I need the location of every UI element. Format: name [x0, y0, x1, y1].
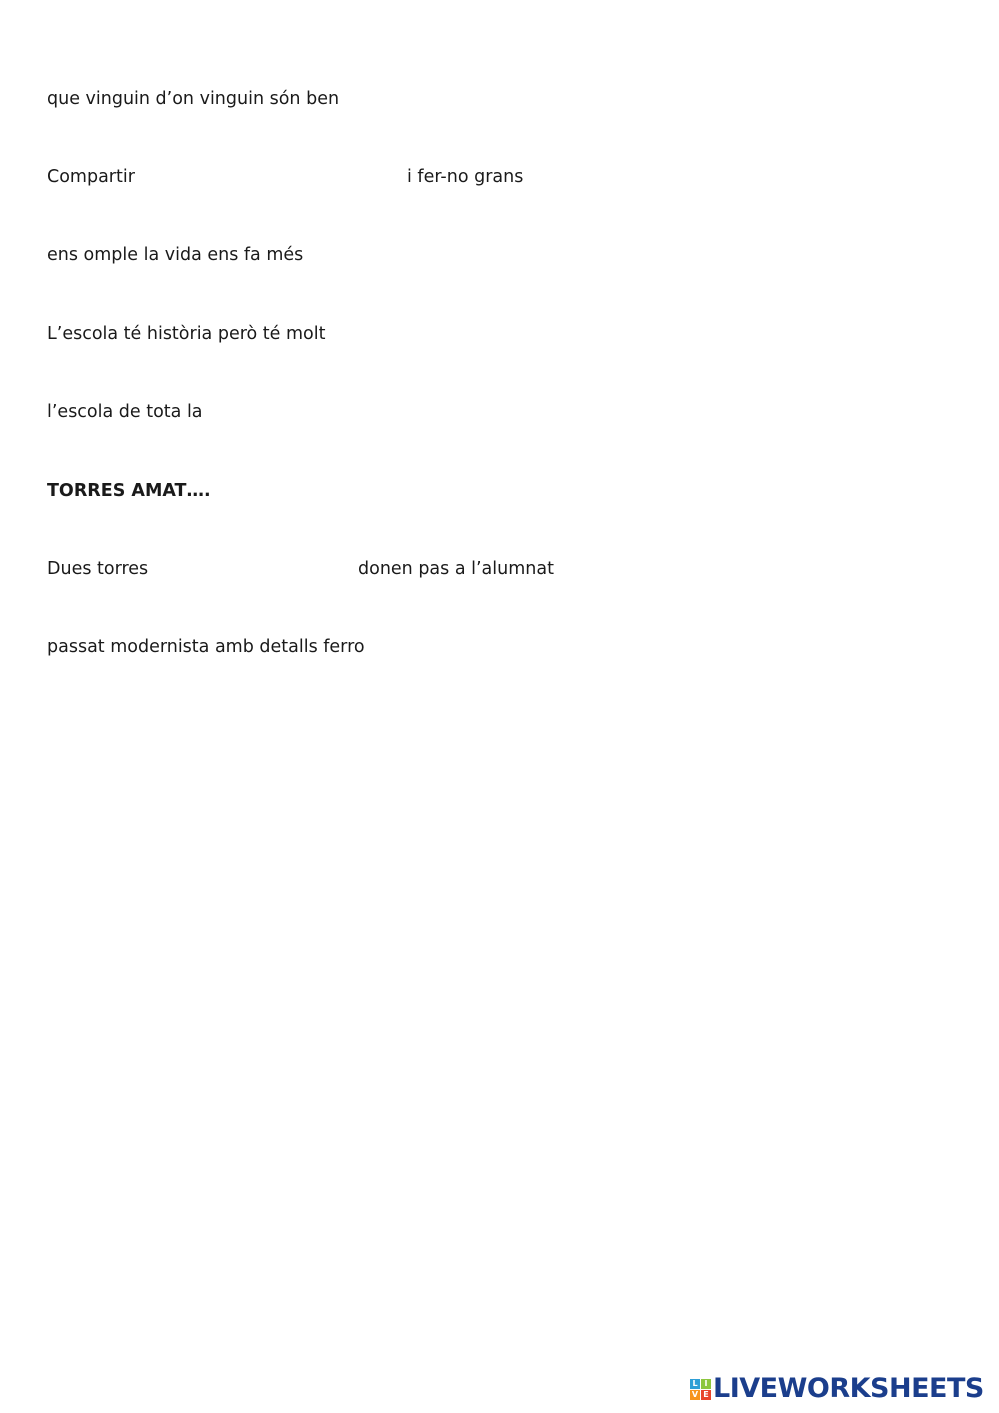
text-line-3: [47, 244, 303, 266]
text-line-5: [47, 401, 203, 423]
text-line-4: [47, 323, 325, 345]
logo-mark-icon: [690, 1379, 711, 1400]
line-8-text: passat modernista amb detalls ferro: [47, 637, 365, 657]
line-5-text: l’escola de tota la: [47, 402, 203, 422]
line-1-text: que vinguin d’on vinguin són ben: [47, 89, 340, 109]
logo-mark-letter-v: V: [691, 1389, 699, 1399]
logo-mark-letter-i: I: [701, 1379, 711, 1389]
text-line-1: [47, 88, 339, 110]
line-7-left-text: Dues torres: [47, 559, 149, 579]
line-2-right-text: i fer-no grans: [407, 167, 524, 187]
logo-mark-letter-l: L: [690, 1379, 700, 1389]
section-heading: [47, 480, 211, 502]
line-3-text: ens omple la vida ens fa més: [47, 245, 304, 265]
liveworksheets-logo: [690, 1374, 984, 1404]
text-line-8: [47, 636, 365, 658]
line-2-left-text: Compartir: [47, 167, 135, 187]
line-4-text: L’escola té història però té molt: [47, 324, 326, 344]
logo-mark-letter-e: E: [701, 1390, 711, 1400]
line-7-right-text: donen pas a l’alumnat: [358, 559, 554, 579]
logo-wordmark: LIVEWORKSHEETS: [713, 1373, 984, 1404]
heading-text: TORRES AMAT….: [47, 481, 211, 501]
